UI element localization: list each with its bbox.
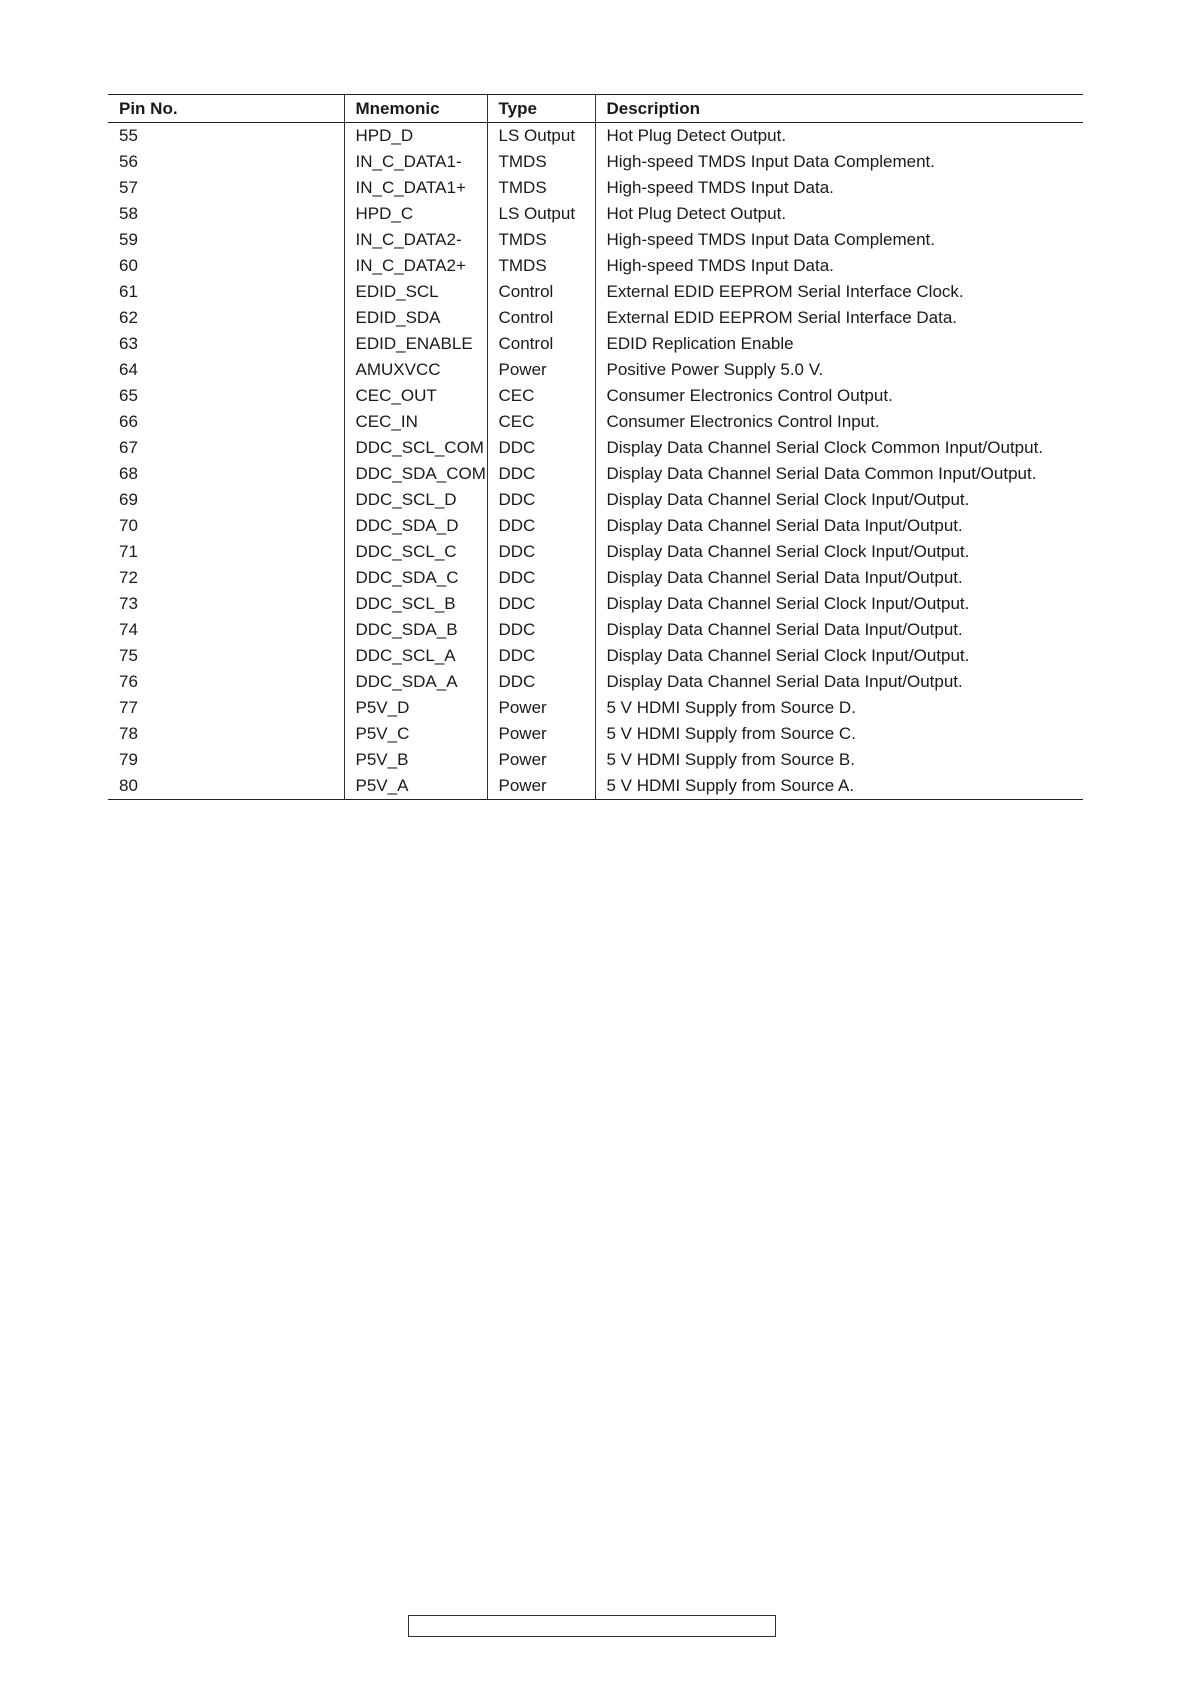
description-cell: Hot Plug Detect Output. bbox=[595, 201, 1083, 227]
table-row bbox=[108, 357, 1083, 383]
pin-number-cell: 63 bbox=[119, 334, 138, 353]
type-cell: TMDS bbox=[487, 149, 595, 175]
type-cell: Power bbox=[487, 747, 595, 773]
mnemonic-cell: P5V_C bbox=[344, 721, 487, 747]
table-row bbox=[108, 123, 1083, 150]
pin-number-cell: 72 bbox=[119, 568, 138, 587]
table-row bbox=[108, 435, 1083, 461]
pin-number-cell: 71 bbox=[119, 542, 138, 561]
description-cell: Display Data Channel Serial Clock Input/Output. bbox=[595, 487, 1083, 513]
table-row bbox=[108, 591, 1083, 617]
description-cell: EDID Replication Enable bbox=[595, 331, 1083, 357]
pin-number-cell: 67 bbox=[119, 438, 138, 457]
pin-number-cell: 64 bbox=[119, 360, 138, 379]
mnemonic-cell: CEC_OUT bbox=[344, 383, 487, 409]
type-cell: Power bbox=[487, 773, 595, 800]
mnemonic-cell: DDC_SCL_D bbox=[344, 487, 487, 513]
mnemonic-cell: DDC_SCL_COM bbox=[344, 435, 487, 461]
description-cell: Consumer Electronics Control Input. bbox=[595, 409, 1083, 435]
table-row bbox=[108, 149, 1083, 175]
description-cell: High-speed TMDS Input Data. bbox=[595, 175, 1083, 201]
table-row bbox=[108, 175, 1083, 201]
type-cell: LS Output bbox=[487, 123, 595, 150]
type-cell: TMDS bbox=[487, 253, 595, 279]
description-cell: Hot Plug Detect Output. bbox=[595, 123, 1083, 150]
pin-number-cell: 73 bbox=[119, 594, 138, 613]
type-cell: DDC bbox=[487, 669, 595, 695]
mnemonic-cell: HPD_D bbox=[344, 123, 487, 150]
pin-number-cell: 75 bbox=[119, 646, 138, 665]
mnemonic-cell: DDC_SDA_C bbox=[344, 565, 487, 591]
table-row bbox=[108, 539, 1083, 565]
description-cell: Display Data Channel Serial Data Input/Output. bbox=[595, 513, 1083, 539]
type-cell: Control bbox=[487, 279, 595, 305]
page-footer-box bbox=[408, 1615, 776, 1637]
mnemonic-cell: P5V_B bbox=[344, 747, 487, 773]
type-cell: Control bbox=[487, 305, 595, 331]
mnemonic-cell: IN_C_DATA1+ bbox=[344, 175, 487, 201]
pin-number-cell: 66 bbox=[119, 412, 138, 431]
mnemonic-cell: IN_C_DATA2+ bbox=[344, 253, 487, 279]
type-cell: DDC bbox=[487, 617, 595, 643]
mnemonic-cell: CEC_IN bbox=[344, 409, 487, 435]
description-cell: External EDID EEPROM Serial Interface Data. bbox=[595, 305, 1083, 331]
mnemonic-cell: DDC_SDA_A bbox=[344, 669, 487, 695]
pin-number-cell: 69 bbox=[119, 490, 138, 509]
pin-number-cell: 60 bbox=[119, 256, 138, 275]
type-cell: Power bbox=[487, 695, 595, 721]
table-row bbox=[108, 227, 1083, 253]
table-row bbox=[108, 721, 1083, 747]
pin-number-cell: 56 bbox=[119, 152, 138, 171]
description-cell: Consumer Electronics Control Output. bbox=[595, 383, 1083, 409]
table-row bbox=[108, 747, 1083, 773]
table-body bbox=[108, 123, 1083, 800]
type-cell: CEC bbox=[487, 409, 595, 435]
pin-number-cell: 65 bbox=[119, 386, 138, 405]
mnemonic-cell: EDID_SCL bbox=[344, 279, 487, 305]
pin-number-cell: 62 bbox=[119, 308, 138, 327]
description-cell: Display Data Channel Serial Data Input/Output. bbox=[595, 565, 1083, 591]
table-row bbox=[108, 617, 1083, 643]
description-cell: Display Data Channel Serial Clock Input/Output. bbox=[595, 539, 1083, 565]
mnemonic-cell: AMUXVCC bbox=[344, 357, 487, 383]
type-cell: DDC bbox=[487, 591, 595, 617]
description-cell: Positive Power Supply 5.0 V. bbox=[595, 357, 1083, 383]
table-row bbox=[108, 513, 1083, 539]
mnemonic-cell: DDC_SCL_A bbox=[344, 643, 487, 669]
description-cell: Display Data Channel Serial Clock Input/Output. bbox=[595, 591, 1083, 617]
type-cell: TMDS bbox=[487, 227, 595, 253]
table-row bbox=[108, 669, 1083, 695]
table-header-row bbox=[108, 95, 1083, 123]
mnemonic-cell: EDID_SDA bbox=[344, 305, 487, 331]
table-row bbox=[108, 461, 1083, 487]
table-row bbox=[108, 201, 1083, 227]
mnemonic-cell: DDC_SCL_C bbox=[344, 539, 487, 565]
description-cell: Display Data Channel Serial Data Common Input/Output. bbox=[595, 461, 1083, 487]
mnemonic-cell: IN_C_DATA1- bbox=[344, 149, 487, 175]
pin-number-cell: 68 bbox=[119, 464, 138, 483]
type-cell: DDC bbox=[487, 539, 595, 565]
pin-number-cell: 76 bbox=[119, 672, 138, 691]
pin-number-cell: 57 bbox=[119, 178, 138, 197]
type-cell: DDC bbox=[487, 435, 595, 461]
header-description: Description bbox=[595, 95, 1083, 123]
pin-number-cell: 70 bbox=[119, 516, 138, 535]
description-cell: Display Data Channel Serial Data Input/Output. bbox=[595, 617, 1083, 643]
table-row bbox=[108, 383, 1083, 409]
mnemonic-cell: IN_C_DATA2- bbox=[344, 227, 487, 253]
mnemonic-cell: HPD_C bbox=[344, 201, 487, 227]
type-cell: CEC bbox=[487, 383, 595, 409]
type-cell: DDC bbox=[487, 513, 595, 539]
type-cell: DDC bbox=[487, 487, 595, 513]
mnemonic-cell: DDC_SDA_D bbox=[344, 513, 487, 539]
type-cell: Power bbox=[487, 357, 595, 383]
type-cell: TMDS bbox=[487, 175, 595, 201]
mnemonic-cell: P5V_D bbox=[344, 695, 487, 721]
pin-number-cell: 77 bbox=[119, 698, 138, 717]
pin-number-cell: 80 bbox=[119, 776, 138, 795]
description-cell: 5 V HDMI Supply from Source D. bbox=[595, 695, 1083, 721]
type-cell: Power bbox=[487, 721, 595, 747]
mnemonic-cell: DDC_SCL_B bbox=[344, 591, 487, 617]
description-cell: Display Data Channel Serial Data Input/Output. bbox=[595, 669, 1083, 695]
table-row bbox=[108, 487, 1083, 513]
type-cell: DDC bbox=[487, 643, 595, 669]
mnemonic-cell: P5V_A bbox=[344, 773, 487, 800]
description-cell: External EDID EEPROM Serial Interface Clock. bbox=[595, 279, 1083, 305]
description-cell: Display Data Channel Serial Clock Common Input/Output. bbox=[595, 435, 1083, 461]
type-cell: DDC bbox=[487, 565, 595, 591]
pin-number-cell: 58 bbox=[119, 204, 138, 223]
description-cell: High-speed TMDS Input Data Complement. bbox=[595, 149, 1083, 175]
table-row bbox=[108, 331, 1083, 357]
description-cell: 5 V HDMI Supply from Source C. bbox=[595, 721, 1083, 747]
pin-number-cell: 55 bbox=[119, 126, 138, 145]
type-cell: Control bbox=[487, 331, 595, 357]
table-row bbox=[108, 695, 1083, 721]
mnemonic-cell: DDC_SDA_B bbox=[344, 617, 487, 643]
table-row bbox=[108, 773, 1083, 800]
description-cell: Display Data Channel Serial Clock Input/Output. bbox=[595, 643, 1083, 669]
description-cell: 5 V HDMI Supply from Source A. bbox=[595, 773, 1083, 800]
pin-number-cell: 74 bbox=[119, 620, 138, 639]
pin-number-cell: 61 bbox=[119, 282, 138, 301]
header-type: Type bbox=[487, 95, 595, 123]
pin-function-table bbox=[108, 94, 1083, 800]
table-row bbox=[108, 253, 1083, 279]
pin-number-cell: 78 bbox=[119, 724, 138, 743]
table-row bbox=[108, 409, 1083, 435]
table-row bbox=[108, 565, 1083, 591]
type-cell: DDC bbox=[487, 461, 595, 487]
pin-number-cell: 59 bbox=[119, 230, 138, 249]
mnemonic-cell: EDID_ENABLE bbox=[344, 331, 487, 357]
type-cell: LS Output bbox=[487, 201, 595, 227]
mnemonic-cell: DDC_SDA_COM bbox=[344, 461, 487, 487]
table-row bbox=[108, 279, 1083, 305]
table-row bbox=[108, 305, 1083, 331]
description-cell: 5 V HDMI Supply from Source B. bbox=[595, 747, 1083, 773]
description-cell: High-speed TMDS Input Data. bbox=[595, 253, 1083, 279]
header-pin-no: Pin No. bbox=[119, 98, 178, 118]
pin-number-cell: 79 bbox=[119, 750, 138, 769]
table-row bbox=[108, 643, 1083, 669]
header-mnemonic: Mnemonic bbox=[344, 95, 487, 123]
description-cell: High-speed TMDS Input Data Complement. bbox=[595, 227, 1083, 253]
